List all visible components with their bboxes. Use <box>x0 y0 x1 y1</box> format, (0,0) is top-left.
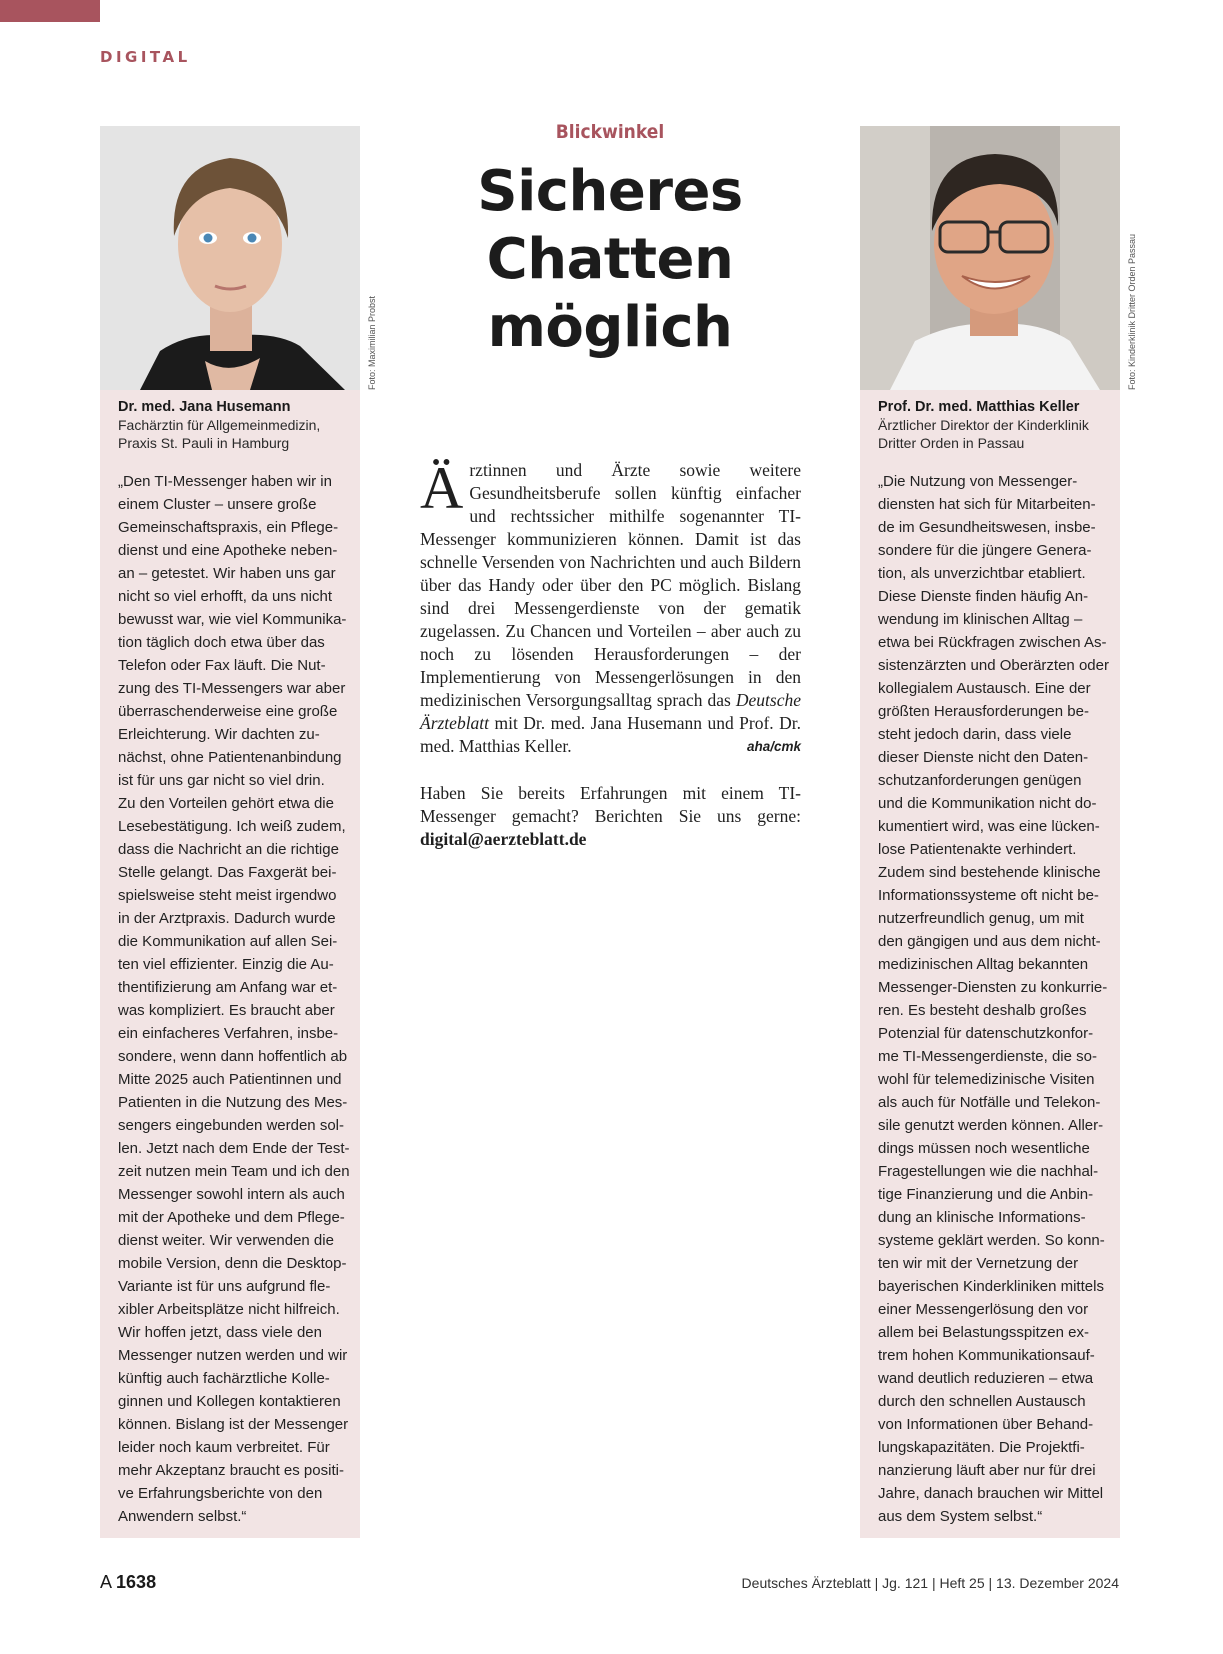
lead-text-part2: mit Dr. med. Jana Husemann und Prof. Dr. med. Matthias Keller. <box>420 713 801 756</box>
right-profile-role-line2: Dritter Orden in Passau <box>878 435 1025 451</box>
left-photo-credit: Foto: Maximilian Probst <box>367 295 377 390</box>
left-profile-quote: „Den TI-Messenger haben wir in einem Cluster – unsere große Gemeinschaftspraxis, ein Pflege- dienst und eine Apotheke neben- an – getestet. Wir haben uns gar nicht so viel erhofft, da uns nicht bewusst war, wie viel Kommunika- tion täglich doch etwa über das Telefon oder Fax läuft. Die Nut- zung des TI-Messengers war aber überraschenderweise eine große Erleichterung. Wir dachten zu- nächst, ohne Patientenanbindung ist für uns gar nicht so viel drin. Zu den Vorteilen gehört etwa die Lesebestätigung. Ich weiß zudem, dass die Nachricht an die richtige Stelle gelangt. Das Faxgerät bei- spielsweise steht meist irgendwo in der Arztpraxis. Dadurch wurde die Kommunikation auf allen Sei- ten viel effizienter. Einzig die Au- thentifizierung am Anfang war et- was kompliziert. Es braucht aber ein einfacheres Verfahren, insbe- sondere, wenn dann hoffentlich ab Mitte 2025 auch Patientinnen und Patienten in die Nutzung des Mes- sengers eingebunden werden sol- len. Jetzt nach dem Ende der Test- zeit nutzen mein Team und ich den Messenger sowohl intern als auch mit der Apotheke und dem Pflege- dienst weiter. Wir verwenden die mobile Version, denn die Desktop- Variante ist für uns aufgrund fle- xibler Arbeitsplätze nicht hilfreich. Wir hoffen jetzt, dass viele den Messenger nutzen werden und wir künftig auch fachärztliche Kolle- ginnen und Kollegen kontaktieren können. Bislang ist der Messenger leider noch kaum verbreitet. Für mehr Akzeptanz braucht es positi- ve Erfahrungsberichte von den Anwendern selbst.“ <box>118 473 350 1525</box>
author-signature: aha/cmk <box>746 739 801 754</box>
right-profile-name: Prof. Dr. med. Matthias Keller <box>878 399 1080 415</box>
right-profile-role-line1: Ärztlicher Direktor der Kinderklinik <box>878 417 1089 433</box>
section-label: DIGITAL <box>100 48 191 66</box>
lead-text-part1: rztinnen und Ärzte sowie weitere Gesundheitsberufe sollen künftig einfacher und rechtssicher mithilfe sogenannter TI-Messenger kommunizieren können. Damit ist das schnelle Versenden von Nachrichten und auch Bildern über das Handy oder über den PC möglich. Bislang sind drei Messengerdienste von der gematik zugelassen. Zu Chancen und Vorteilen – aber auch zu noch zu lösenden Herausforderungen – der Implementierung von Messengerlösungen in den medizinischen Versorgungsalltag sprach das <box>420 460 801 710</box>
right-profile-text <box>878 398 1110 1528</box>
call-to-action-text: Haben Sie bereits Erfahrungen mit einem TI-Messenger gemacht? Berichten Sie uns gerne: <box>420 783 801 826</box>
lead-publication: Deutsche Ärzteblatt <box>420 690 801 733</box>
left-profile-role-line2: Praxis St. Pauli in Hamburg <box>118 435 290 451</box>
publication-info: Deutsches Ärzteblatt | Jg. 121 | Heft 25 | 13. Dezember 2024 <box>741 1575 1119 1591</box>
article-lead <box>420 455 801 758</box>
portrait-photo-woman <box>100 126 360 390</box>
article-headline: Sicheres Chatten möglich <box>477 159 743 360</box>
left-profile-name: Dr. med. Jana Husemann <box>118 399 291 415</box>
right-profile-quote: „Die Nutzung von Messenger- diensten hat sich für Mitarbeiten- de im Gesundheitswesen, insbe- sondere für die jüngere Genera- tion, als unverzichtbar etabliert. Diese Dienste finden häufig An- wendung im klinischen Alltag – etwa bei Rückfragen zwischen As- sistenzärzten und Oberärzten oder kollegialem Austausch. Eine der größten Herausforderungen be- steht jedoch darin, dass viele dieser Dienste nicht den Daten- schutzanforderungen genügen und die Kommunikation nicht do- kumentiert wird, was eine lücken- lose Patientenakte verhindert. Zudem sind bestehende klinische Informationssysteme oft nicht be- nutzerfreundlich genug, um mit den gängigen und aus dem nicht- medizinischen Alltag bekannten Messenger-Diensten zu konkurrie- ren. Es besteht deshalb großes Potenzial für datenschutzkonfor- me TI-Messengerdienste, die so- wohl für telemedizinische Visiten als auch für Notfälle und Telekon- sile genutzt werden können. Aller- dings müssen noch wesentliche Fragestellungen wie die nachhal- tige Finanzierung und die Anbin- dung an klinische Informations- systeme geklärt werden. So konn- ten wir mit der Vernetzung der bayerischen Kinderkliniken mittels einer Messengerlösung den vor allem bei Belastungsspitzen ex- trem hohen Kommunikationsauf- wand deutlich reduzieren – etwa durch den schnellen Austausch von Informationen über Behand- lungskapazitäten. Die Projektfi- nanzierung läuft aber nur für drei Jahre, danach brauchen wir Mittel aus dem System selbst.“ <box>878 473 1109 1525</box>
right-profile-box <box>860 126 1120 1538</box>
article-kicker: Blickwinkel <box>555 121 665 143</box>
left-profile-text <box>118 398 350 1528</box>
page-number <box>100 1572 156 1593</box>
call-to-action <box>420 782 801 851</box>
portrait-photo-man <box>860 126 1120 390</box>
contact-email-link[interactable]: digital@aerzteblatt.de <box>420 829 587 849</box>
left-profile-box <box>100 126 360 1538</box>
page-prefix: A <box>100 1572 112 1592</box>
left-profile-role-line1: Fachärztin für Allgemeinmedizin, <box>118 417 321 433</box>
page-number-value: 1638 <box>116 1572 157 1592</box>
accent-bar <box>0 0 100 22</box>
right-photo-credit: Foto: Kinderklinik Dritter Orden Passau <box>1127 233 1137 390</box>
drop-cap: Ä <box>420 455 464 521</box>
